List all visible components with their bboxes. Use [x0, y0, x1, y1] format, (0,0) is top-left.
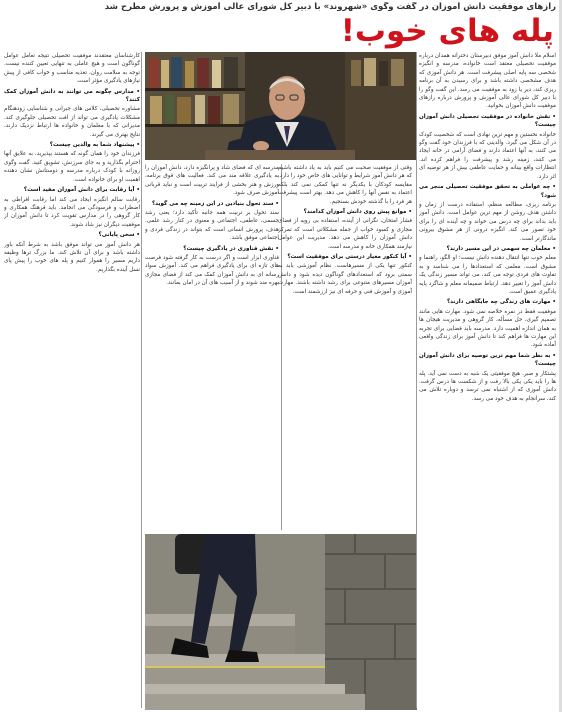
- body-paragraph: مشاوره تحصیلی، کلاس های جبرانی و شناسایی زودهنگام مشکلات یادگیری می تواند از افت تحصیلی جلوگیری کند. مدیرانی که با معلمان و خانواده ها ارتباط نزدیک دارند، نتایج بهتری می گیرند.: [4, 106, 140, 138]
- body-paragraph: فرزندان خود را همان گونه که هستند بپذیرید، به علایق آنها احترام بگذارید و به جای سرزنش، تشویق کنید. گفت وگوی روزانه با کودک درباره مدرسه و دوستانش نشان دهنده اهمیت او برای خانواده است.: [4, 151, 140, 183]
- body-paragraph: هر دانش آموز می تواند موفق باشد به شرط آنکه باور داشته باشد و برای آن تلاش کند. ما بزرگ ترها وظیفه داریم مسیر را هموار کنیم و پله های خوب را پیش پای نسل آینده بگذاریم.: [4, 241, 140, 273]
- body-paragraph: خانواده نخستین و مهم ترین نهادی است که شخصیت کودک در آن شکل می گیرد. والدینی که با فرزندان خود گفت وگو می کنند، به آنها اعتماد دارند و فضای آرامی در خانه ایجاد می کنند، زمینه رشد و پیشرفت را فراهم کرده اند. انتظارات واقع بینانه و حمایت عاطفی بیش از هر توصیه ای اثر دارد.: [419, 131, 556, 180]
- body-paragraph: معلم خوب تنها انتقال دهنده دانش نیست؛ او الگو، راهنما و مشوق است. معلمی که استعدادها را می شناسد و به تفاوت های فردی توجه می کند، می تواند مسیر زندگی یک دانش آموز را تغییر دهد. ارتباط صمیمانه معلم و شاگرد پایه یادگیری عمیق است.: [419, 255, 556, 295]
- interview-question: • مهارت های زندگی چه جایگاهی دارند؟: [446, 299, 556, 306]
- interview-question: • نقش فناوری در یادگیری چیست؟: [183, 245, 279, 252]
- body-paragraph: رقابت سالم انگیزه ایجاد می کند اما رقابت افراطی به اضطراب و فرسودگی می انجامد. باید فرهنگ همکاری و کار گروهی را در مدارس تقویت کرد تا دانش آموزان از موفقیت دیگران نیز شاد شوند.: [4, 196, 140, 228]
- interview-question: • آیا رقابت برای دانش آموزان مفید است؟: [23, 187, 140, 194]
- body-paragraph: برنامه ریزی، مطالعه منظم، استفاده درست از زمان و داشتن هدف روشن از مهم ترین عوامل است. دانش آموز باید بداند برای چه درس می خواند و چه آینده ای را برای خود تصور می کند. انگیزه درونی از هر مشوق بیرونی ماندگارتر است.: [419, 201, 556, 242]
- interview-question: • پیشنهاد شما به والدین چیست؟: [49, 142, 140, 149]
- article-kicker: رازهای موفقیت دانش آموزان در گفت وگوی «شهروند» با دبیر کل شورای عالی آموزش و پرورش مطرح شد: [104, 2, 556, 12]
- portrait-photo: [145, 52, 417, 160]
- body-paragraph: مدرسه ای که فضای شاد و پرانگیزه دارد، دانش آموزان را به یادگیری علاقه مند می کند. فعالیت های فوق برنامه، ورزش و هنر بخشی از فرایند تربیت است و نباید قربانی آموزش صرف شود.: [145, 165, 279, 197]
- column-divider: [416, 52, 417, 708]
- body-paragraph: سند تحول بر تربیت همه جانبه تأکید دارد؛ یعنی رشد جسمی، عاطفی، اجتماعی و معنوی در کنار رشد علمی. هدف، پرورش انسانی است که بتواند در زندگی فردی و اجتماعی موفق باشد.: [145, 210, 279, 242]
- body-paragraph: موفقیت فقط در نمره خلاصه نمی شود. مهارت هایی مانند تصمیم گیری، حل مسأله، کار گروهی و مدیریت هیجان ها به همان اندازه اهمیت دارد. مدرسه باید فضایی برای تجربه این مهارت ها فراهم کند تا دانش آموز برای زندگی واقعی آماده شود.: [419, 308, 556, 349]
- body-paragraph: کنکور تنها یکی از مسیرهاست. نظام آموزشی باید به سمتی برود که استعدادهای گوناگون دیده شود و دانش آموزان مسیرهای متنوعی برای رشد داشته باشند. مهارت آموزی و آموزش فنی و حرفه ای نیز ارزشمند است.: [278, 263, 412, 295]
- column-right: [419, 52, 556, 710]
- body-paragraph: فشار امتحان، نگرانی از آینده، استفاده بی رویه از فضای مجازی و کمبود خواب از جمله مشکلاتی است که تمرکز دانش آموزان را کاهش می دهد. مدیریت این عوامل نیازمند همکاری خانه و مدرسه است.: [278, 218, 412, 250]
- body-paragraph: وقتی از موفقیت صحبت می کنیم باید به یاد داشته باشیم که هر دانش آموز شرایط و توانایی های خاص خود را دارد. مقایسه کودکان با یکدیگر نه تنها کمکی نمی کند بلکه اعتماد به نفس آنها را کاهش می دهد. بهتر است پیشرفت هر فرد را با گذشته خودش بسنجیم.: [278, 165, 412, 205]
- interview-question: • سخن پایانی؟: [98, 232, 140, 239]
- article-headline: پله های خوب!: [340, 13, 554, 49]
- body-paragraph: پشتکار و صبر. هیچ موفقیتی یک شبه به دست نمی آید. پله ها را باید یکی یکی بالا رفت و از شکست ها درس گرفت. دانش آموزی که از اشتباه نمی ترسد و دوباره تلاش می کند، سرانجام به هدف خود می رسد.: [419, 370, 556, 402]
- interview-question: • سند تحول بنیادین در این زمینه چه می گوید؟: [151, 200, 279, 207]
- stairs-photo: [145, 534, 417, 710]
- interview-question: • نقش خانواده در موفقیت تحصیلی دانش آموزان چیست؟: [419, 113, 556, 129]
- column-middle-left: [145, 164, 279, 529]
- interview-question: • به نظر شما مهم ترین توصیه برای دانش آموزان چیست؟: [419, 352, 556, 368]
- column-divider: [141, 52, 142, 708]
- body-paragraph: اسلام ملا دانش آموز موفق دبیرستان دخترانه همدان درباره موفقیت تحصیلی معتقد است خانواده، مدرسه و انگیزه شخصی سه پایه اصلی پیشرفت است. هر دانش آموزی که هدف مشخصی داشته باشد و برای رسیدن به آن برنامه ریزی کند، دیر یا زود به موفقیت می رسد. این گفت وگو را با دبیر کل شورای عالی آموزش و پرورش درباره رازهای موفقیت دانش آموزان بخوانید.: [419, 53, 556, 110]
- interview-question: • چه عواملی به تحقق موفقیت تحصیلی منجر می شود؟: [419, 184, 556, 199]
- interview-question: • آیا کنکور معیار درستی برای موفقیت است؟: [287, 254, 412, 261]
- column-middle-right: [278, 164, 412, 529]
- body-paragraph: کارشناسان معتقدند موفقیت تحصیلی نتیجه تعامل عوامل گوناگون است و هیچ عاملی به تنهایی تعیین کننده نیست. توجه به سلامت روان، تغذیه مناسب و خواب کافی از پیش نیازهای یادگیری مؤثر است.: [4, 53, 140, 85]
- body-paragraph: فناوری ابزار است و اگر درست به کار گرفته شود فرصت های تازه ای برای یادگیری فراهم می کند. آموزش سواد رسانه ای به دانش آموزان کمک می کند از فضای مجازی بهره مند شوند و از آسیب های آن در امان بمانند.: [145, 255, 279, 287]
- interview-question: • موانع پیش روی دانش آموزان کدامند؟: [303, 209, 412, 216]
- column-left: [4, 52, 140, 710]
- interview-question: • مدارس چگونه می توانند به دانش آموزان کمک کنند؟: [4, 88, 140, 104]
- interview-question: • معلمان چه سهمی در این مسیر دارند؟: [446, 245, 556, 252]
